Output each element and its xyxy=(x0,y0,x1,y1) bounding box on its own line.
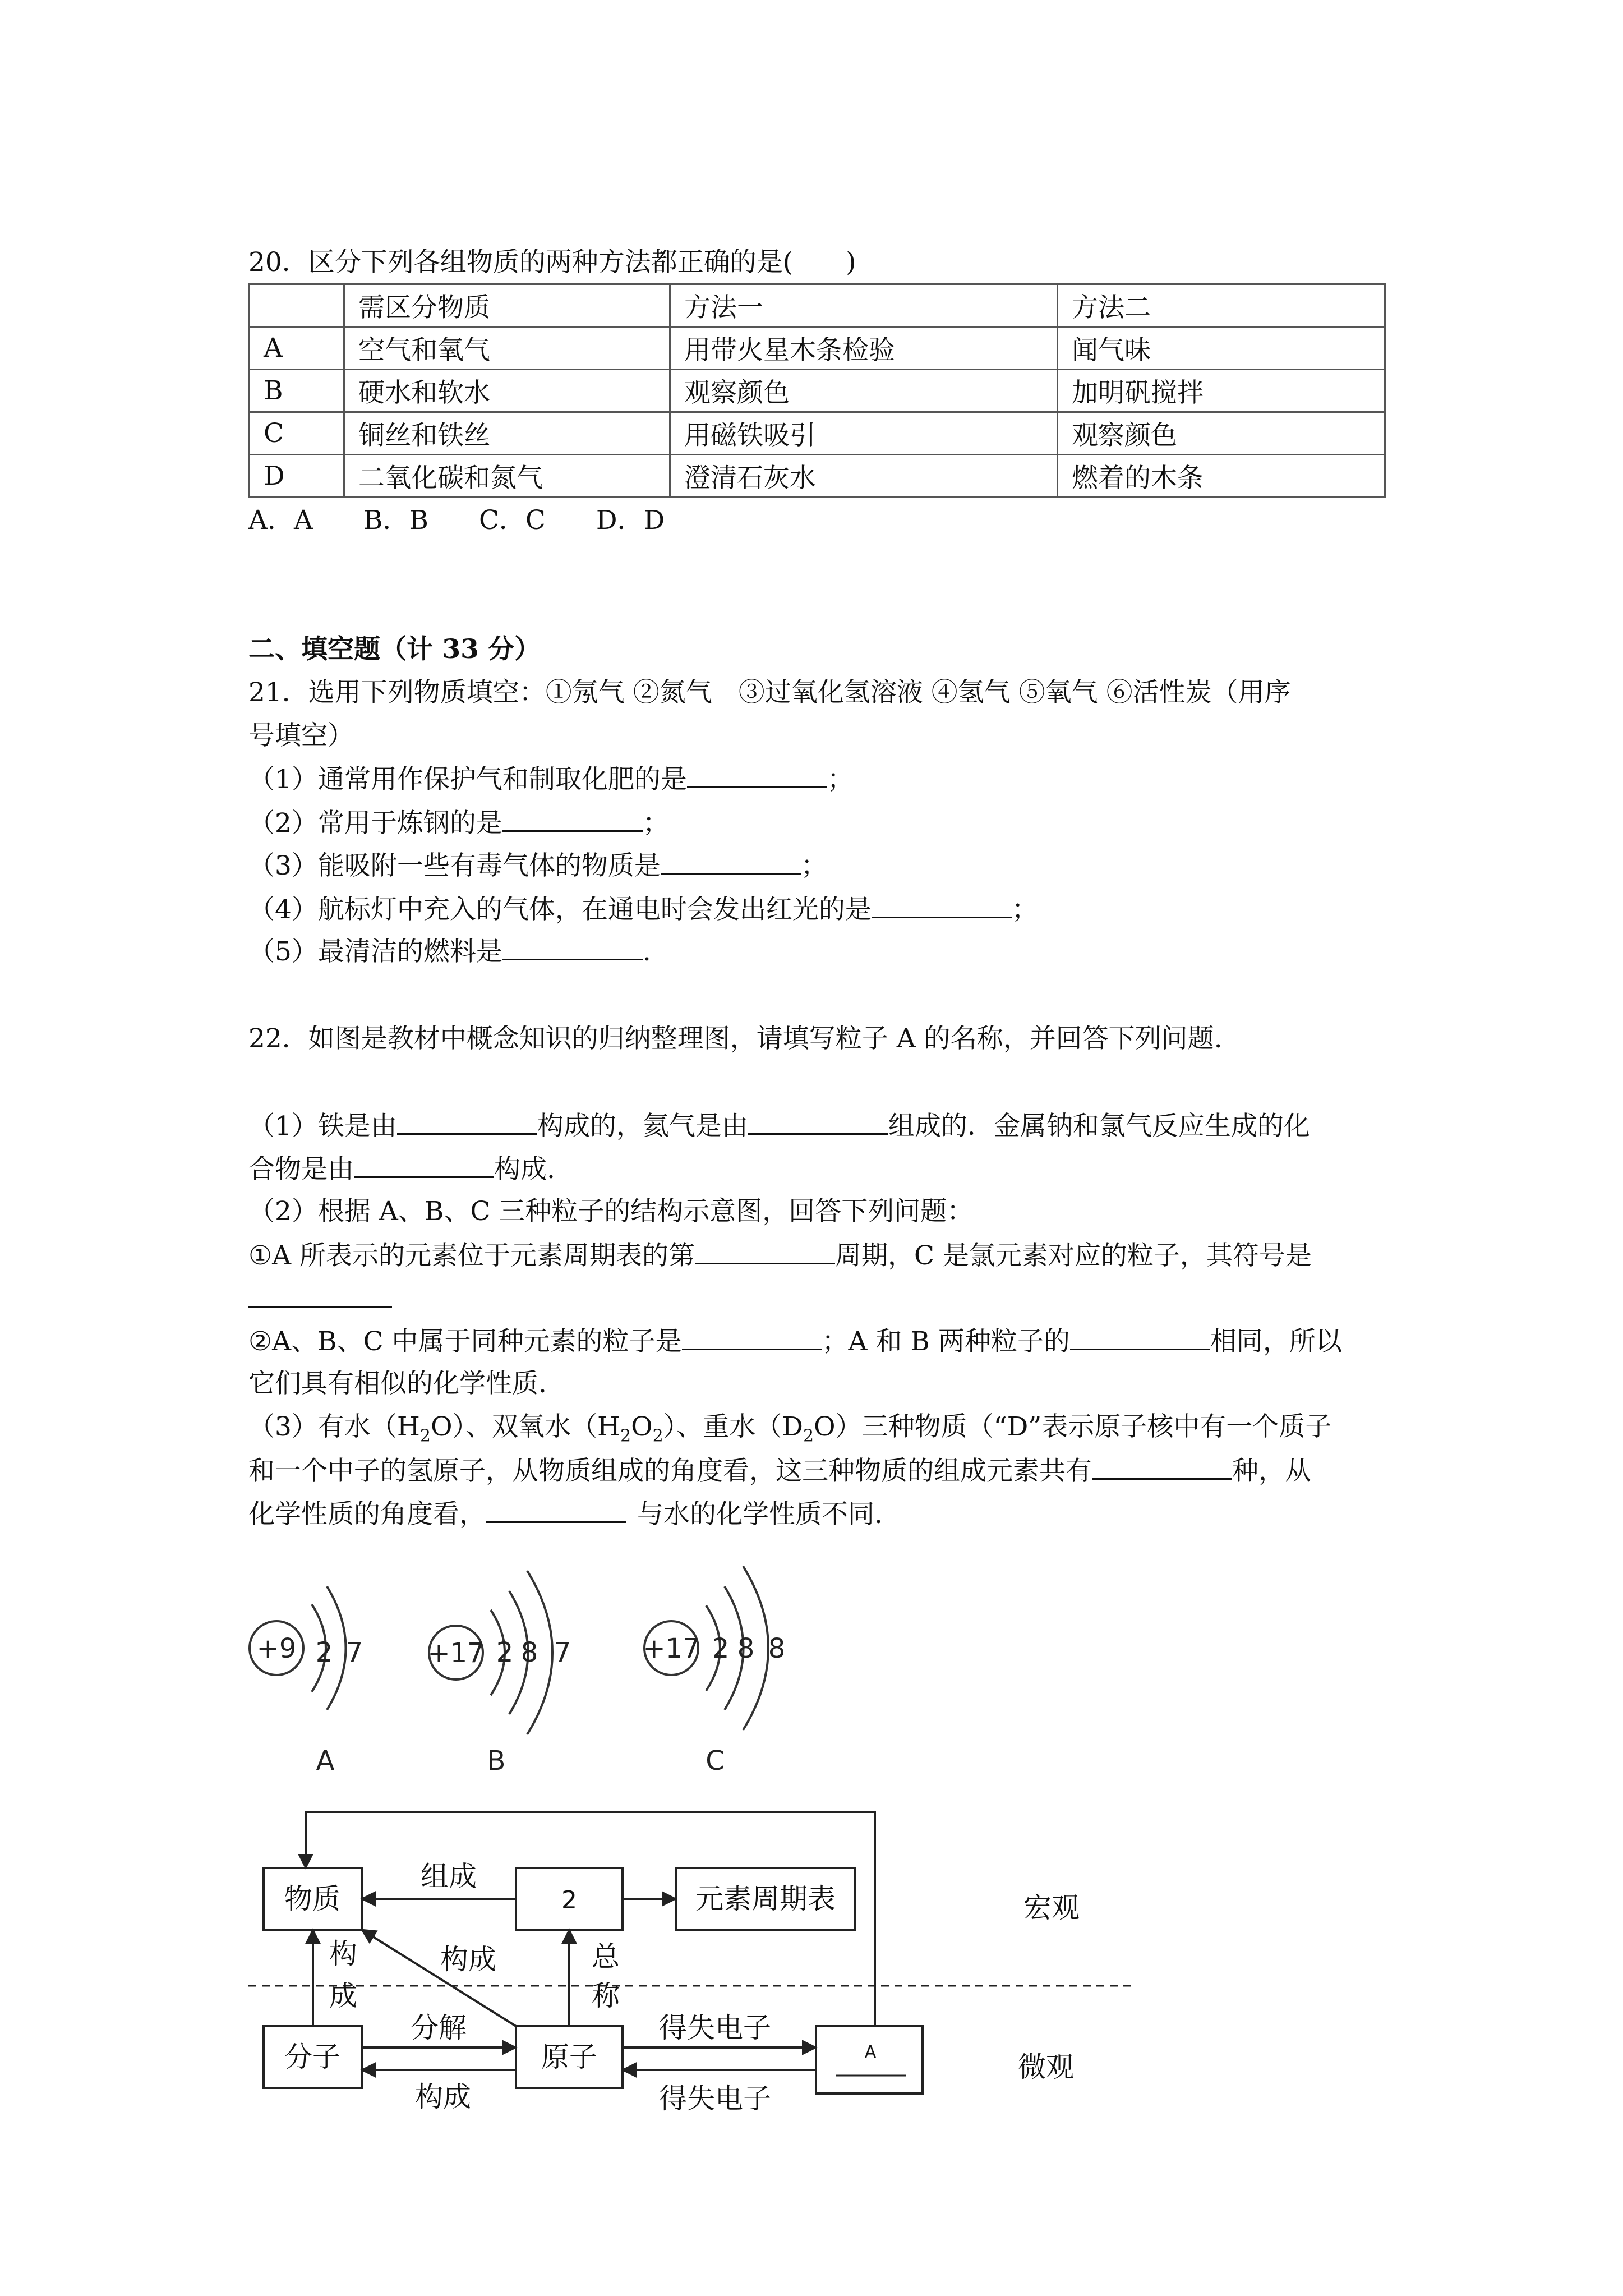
table-cell: 铜丝和铁丝 xyxy=(344,412,670,455)
item-text: （1）通常用作保护气和制取化肥的是 xyxy=(248,764,687,795)
label-goucheng-bottom: 构成 xyxy=(415,2081,471,2113)
label-cheng2: 称 xyxy=(592,1980,620,2012)
atom-a-label: A xyxy=(316,1745,335,1777)
text: 种，从 xyxy=(1232,1456,1311,1487)
text: ①A 所表示的元素位于元素周期表的第 xyxy=(248,1240,695,1271)
box-2-label: 2 xyxy=(561,1886,577,1915)
item-text: （4）航标灯中充入的气体，在通电时会发出红光的是 xyxy=(248,894,872,925)
label-dedian-top: 得失电子 xyxy=(659,2012,771,2044)
atom-c-shell-label: 8 xyxy=(737,1633,755,1664)
box-table-label: 元素周期表 xyxy=(695,1883,836,1915)
atom-c-nucleus-label: +17 xyxy=(643,1633,700,1664)
text: （3）有水（H xyxy=(248,1411,420,1442)
table-cell: 闻气味 xyxy=(1058,327,1385,370)
item-text: （5）最清洁的燃料是 xyxy=(248,936,502,967)
label-zucheng: 组成 xyxy=(421,1860,477,1893)
text: 相同，所以 xyxy=(1210,1326,1342,1357)
label-cheng: 成 xyxy=(329,1980,357,2012)
label-gou: 构 xyxy=(329,1938,357,1970)
box-yuanzi-label: 原子 xyxy=(541,2041,597,2073)
q22-stem: 22．如图是教材中概念知识的归纳整理图，请填写粒子 A 的名称，并回答下列问题. xyxy=(248,1023,1223,1054)
table-cell: 观察颜色 xyxy=(1058,412,1385,455)
atom-c-shell-label: 8 xyxy=(768,1633,786,1664)
text: ）、重水（D xyxy=(663,1411,803,1442)
subscript: 2 xyxy=(620,1426,631,1446)
table-cell: D xyxy=(250,455,344,498)
item-punct: ； xyxy=(827,764,854,795)
atom-b-shell-label: 8 xyxy=(520,1637,538,1668)
box-a-label: A xyxy=(864,2042,877,2062)
label-dedian-bottom: 得失电子 xyxy=(659,2082,771,2115)
q22-p2: （2）根据 A、B、C 三种粒子的结构示意图，回答下列问题： xyxy=(248,1196,974,1227)
table-cell: 加明矾搅拌 xyxy=(1058,370,1385,412)
table-cell: 需区分物质 xyxy=(344,284,670,327)
atom-c-label: C xyxy=(706,1745,725,1777)
atom-b-shell-label: 2 xyxy=(496,1637,514,1668)
text: 和一个中子的氢原子，从物质组成的角度看，这三种物质的组成元素共有 xyxy=(248,1456,1092,1487)
q21-stem-cont: 号填空） xyxy=(248,720,354,751)
table-cell: 方法二 xyxy=(1058,284,1385,327)
text: 构成的，氦气是由 xyxy=(537,1111,748,1142)
text: 与水的化学性质不同. xyxy=(637,1499,883,1530)
atom-b-nucleus-label: +17 xyxy=(427,1637,485,1669)
table-cell: C xyxy=(250,412,344,455)
table-cell: 方法一 xyxy=(670,284,1058,327)
subscript: 2 xyxy=(652,1426,663,1446)
table-cell: 观察颜色 xyxy=(670,370,1058,412)
table-cell: B xyxy=(250,370,344,412)
table-cell: 用带火星木条检验 xyxy=(670,327,1058,370)
item-text: （2）常用于炼钢的是 xyxy=(248,808,502,839)
arrow-a-to-matter xyxy=(306,1812,875,2026)
option-b: B．B xyxy=(363,505,428,536)
box-wuzhi-label: 物质 xyxy=(284,1883,340,1915)
text: ②A、B、C 中属于同种元素的粒子是 xyxy=(248,1326,682,1357)
text: 构成. xyxy=(494,1154,555,1185)
subscript: 2 xyxy=(803,1426,814,1446)
item-punct: . xyxy=(642,936,651,967)
atom-a-nucleus-label: +9 xyxy=(256,1633,297,1664)
atom-b-shell-label: 7 xyxy=(554,1637,571,1668)
q22-p2-2-cont: 它们具有相似的化学性质. xyxy=(248,1368,547,1399)
atom-c-shell-label: 2 xyxy=(712,1633,730,1664)
label-fenjie: 分解 xyxy=(411,2012,467,2044)
subscript: 2 xyxy=(419,1426,431,1446)
label-zong: 总 xyxy=(592,1940,620,1973)
text: O）、双氧水（H xyxy=(430,1411,621,1442)
text: O）三种物质（“D”表示原子核中有一个质子 xyxy=(814,1411,1332,1442)
text: 周期，C 是氯元素对应的粒子，其符号是 xyxy=(835,1240,1312,1271)
item-punct: ； xyxy=(1011,894,1038,925)
box-fenzi-label: 分子 xyxy=(284,2041,340,2073)
option-a: A．A xyxy=(248,505,313,536)
label-weiguan: 微观 xyxy=(1018,2051,1074,2083)
label-hongguan: 宏观 xyxy=(1023,1892,1080,1924)
text: （1）铁是由 xyxy=(248,1111,397,1142)
item-punct: ； xyxy=(800,850,827,881)
text: O xyxy=(631,1411,653,1442)
text: 化学性质的角度看， xyxy=(248,1499,486,1530)
label-goucheng-diagonal: 构成 xyxy=(440,1943,496,1976)
table-cell: 澄清石灰水 xyxy=(670,455,1058,498)
table-cell: 用磁铁吸引 xyxy=(670,412,1058,455)
table-cell: 硬水和软水 xyxy=(344,370,670,412)
section-title: 二、填空题（计 33 分） xyxy=(248,634,541,665)
item-punct: ； xyxy=(642,808,669,839)
text: ；A 和 B 两种粒子的 xyxy=(822,1326,1070,1357)
q21-stem: 21．选用下列物质填空：①氖气 ②氮气 ③过氧化氢溶液 ④氢气 ⑤氧气 ⑥活性炭（用序 xyxy=(248,677,1291,708)
atom-a-shell-label: 2 xyxy=(315,1637,333,1668)
item-text: （3）能吸附一些有毒气体的物质是 xyxy=(248,850,661,881)
option-c: C．C xyxy=(478,505,546,536)
q20-stem: 20．区分下列各组物质的两种方法都正确的是( ) xyxy=(248,247,856,278)
atom-b-label: B xyxy=(487,1745,506,1777)
text: 合物是由 xyxy=(248,1154,354,1185)
table-cell: A xyxy=(250,327,344,370)
text: 组成的．金属钠和氯气反应生成的化 xyxy=(888,1111,1310,1142)
option-d: D．D xyxy=(596,505,665,536)
atom-a-shell-label: 7 xyxy=(345,1637,363,1668)
table-cell: 空气和氧气 xyxy=(344,327,670,370)
table-cell: 燃着的木条 xyxy=(1058,455,1385,498)
table-cell: 二氧化碳和氮气 xyxy=(344,455,670,498)
